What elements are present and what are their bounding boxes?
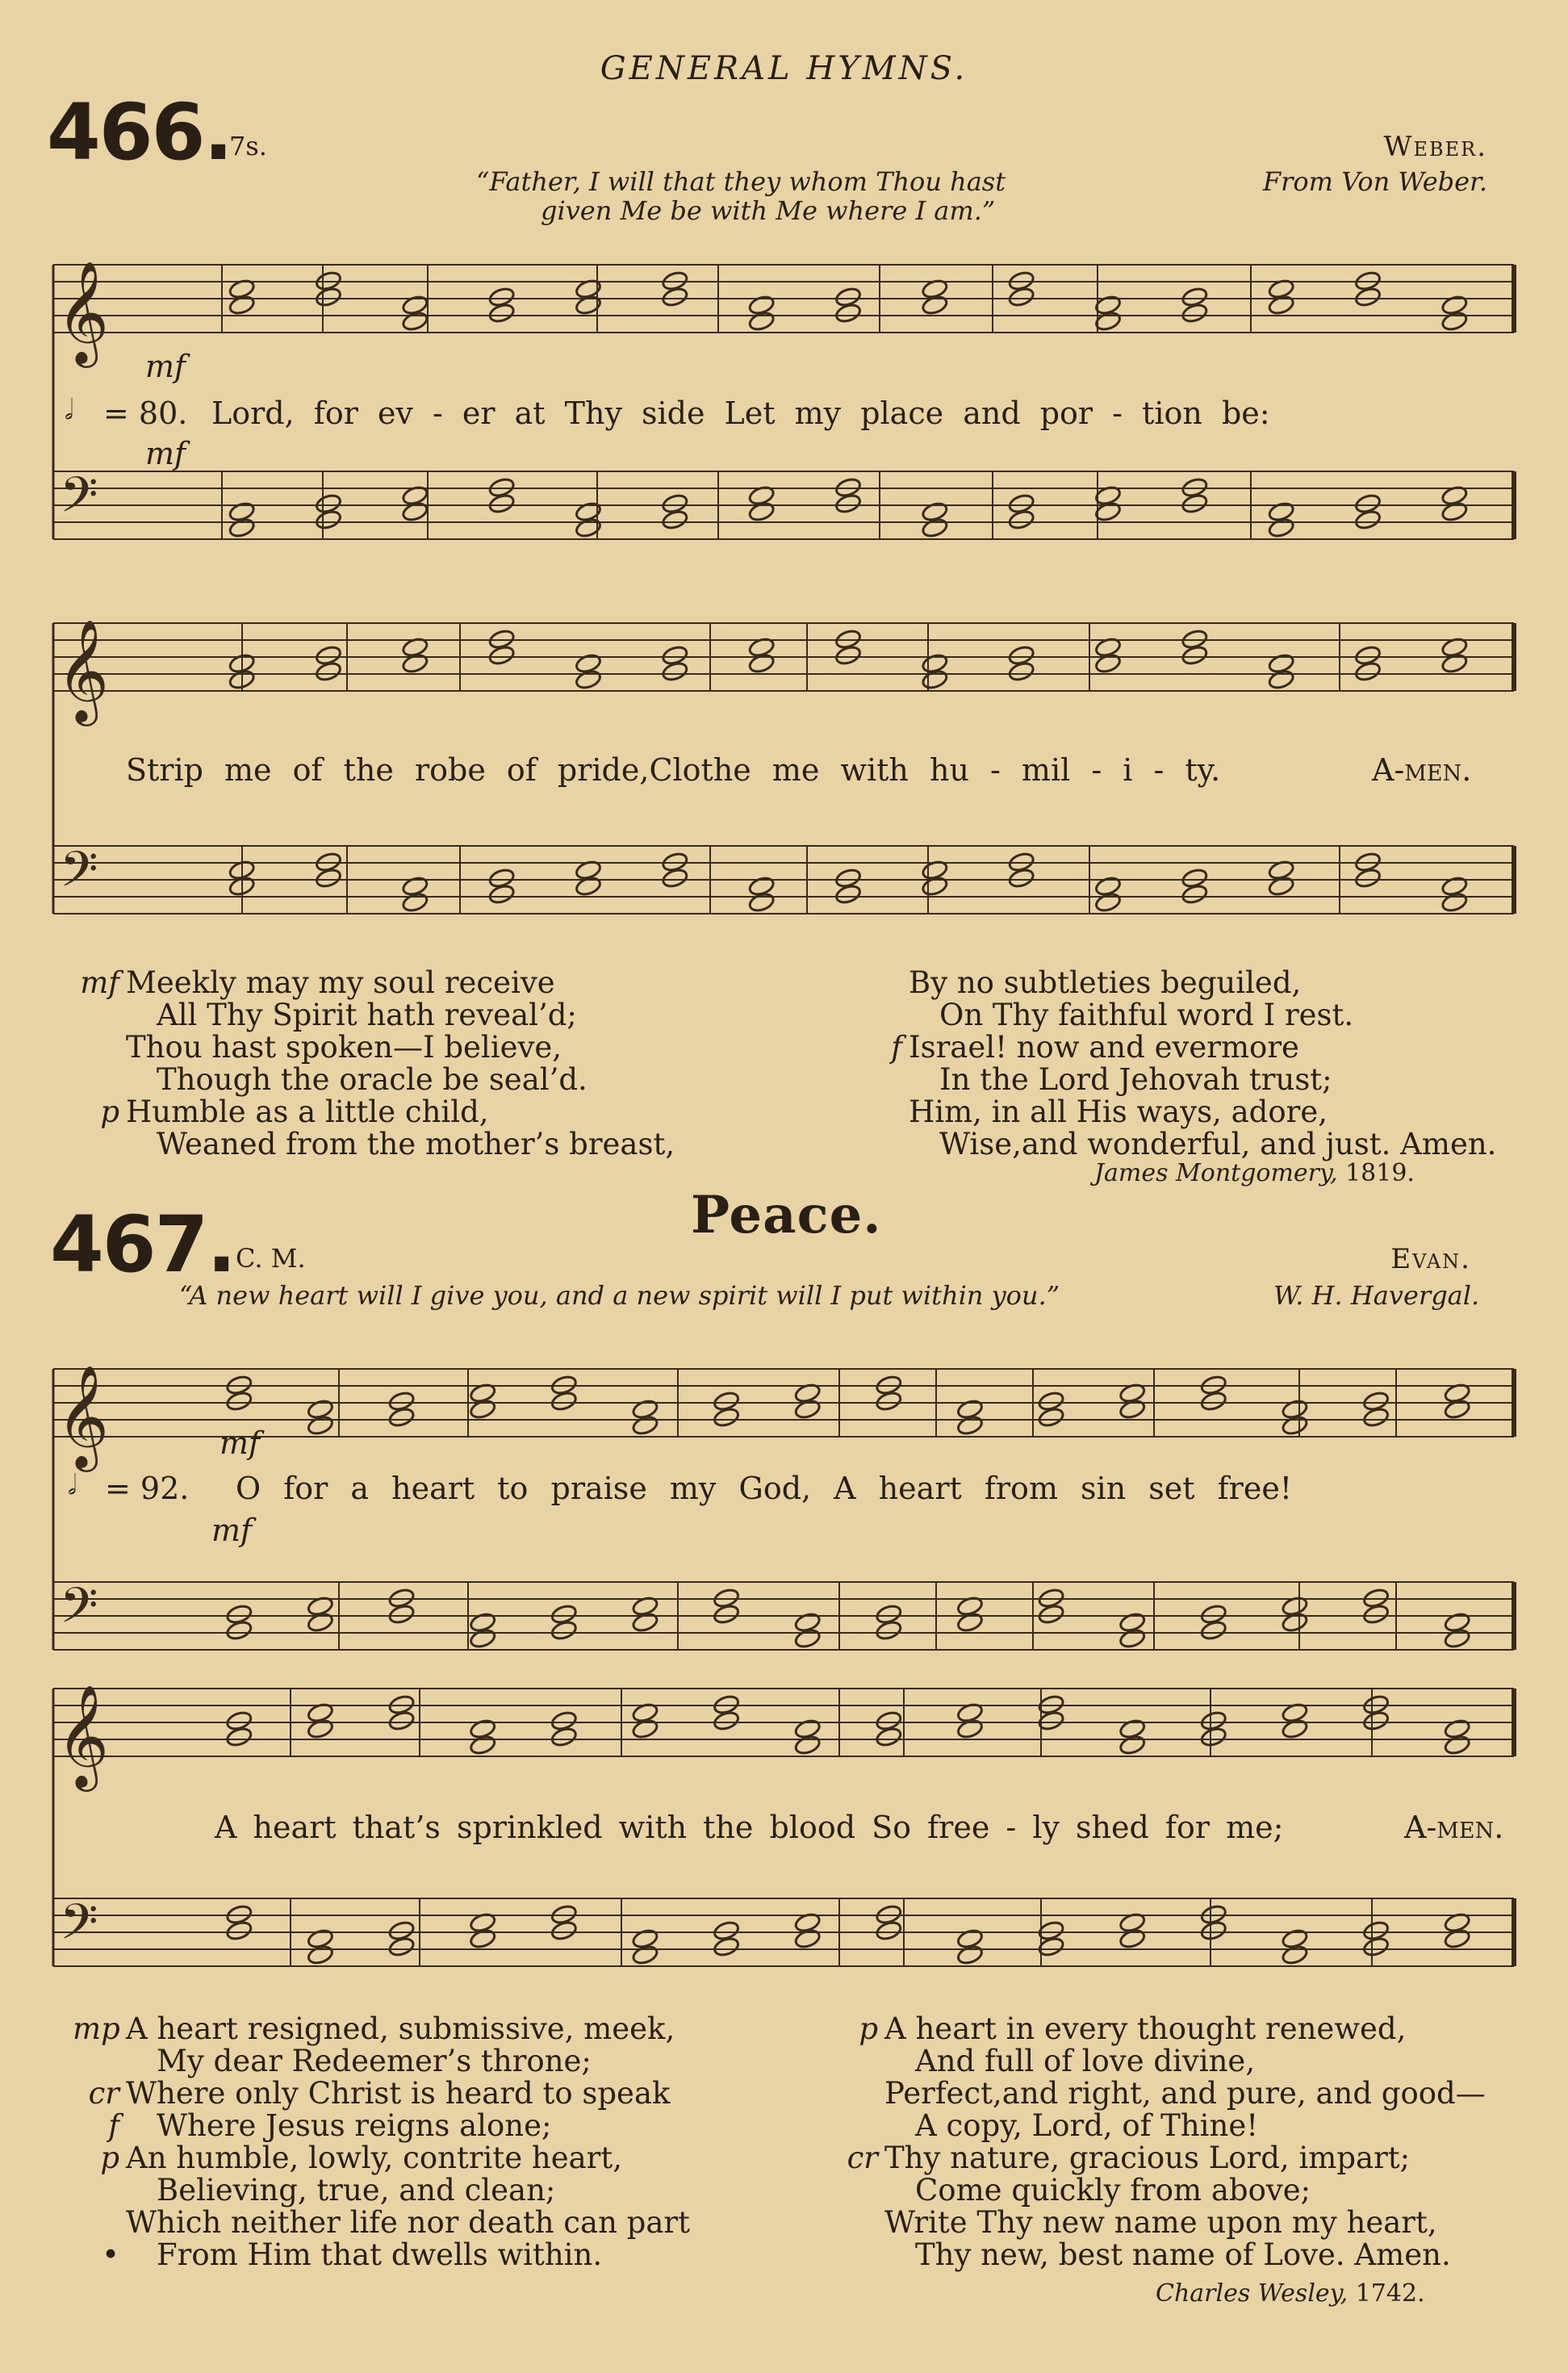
treble-clef-icon: 𝄞 [56, 1684, 110, 1787]
note-head [1362, 1603, 1390, 1625]
note-head [1362, 1936, 1390, 1957]
hymn-467-verses-right [831, 2013, 1541, 2271]
note-head [875, 1919, 902, 1941]
verse-line [73, 2078, 799, 2110]
verse-text: On Thy faithful word I rest. [939, 998, 1354, 1032]
hymn-467-composer: W. H. Havergal. [1273, 1280, 1480, 1311]
note-head [550, 1919, 578, 1941]
verse-line [73, 2045, 799, 2078]
hymn-466-lyric-line2: Strip me of the robe of pride,Clothe me with hu - mil - i - ty. [126, 752, 1221, 788]
hymn-number-467: 467. [50, 1199, 235, 1290]
verse-line [73, 1064, 799, 1096]
verse-line [831, 2142, 1541, 2174]
verse-line [73, 967, 799, 999]
note-head [1181, 492, 1208, 514]
note-head [1444, 1627, 1471, 1649]
note-head [1181, 644, 1208, 666]
verse-text: Write Thy new name upon my heart, [884, 2205, 1437, 2240]
note-head [307, 1718, 334, 1739]
note-head [631, 1944, 659, 1965]
hymn-467-author: Charles Wesley, [1156, 2279, 1348, 2308]
note-head [1200, 1390, 1227, 1412]
hymn-466-epigraph-line2: given Me be with Me where I am.” [541, 195, 996, 226]
hymn-466-attribution [1094, 1159, 1415, 1187]
note-head [1094, 891, 1122, 913]
note-head [1354, 286, 1382, 308]
verse-text: By no subtleties beguiled, [909, 965, 1302, 1000]
note-head [228, 294, 255, 316]
verse-text: Thy new, best name of Love. Amen. [915, 2237, 1451, 2272]
note-head [1267, 668, 1294, 690]
dynamic-mark: cr [88, 2076, 119, 2111]
note-head [1444, 1734, 1471, 1756]
note-head [550, 1619, 578, 1641]
bass-clef-icon: 𝄢 [60, 1577, 98, 1647]
verse-line [73, 1032, 799, 1064]
half-note-icon: 𝅗𝅥 [65, 394, 73, 426]
verse-line [73, 999, 799, 1032]
note-head [921, 517, 948, 538]
note-head [1281, 1718, 1308, 1739]
hymn-466-tune: Weber. [1383, 131, 1487, 163]
verse-line [855, 1032, 1549, 1064]
treble-clef-icon: 𝄞 [56, 260, 110, 363]
note-head [956, 1944, 984, 1965]
verse-line [855, 1064, 1549, 1096]
note-head [1444, 1927, 1471, 1949]
note-head [487, 644, 515, 666]
verse-line [831, 2239, 1541, 2271]
verse-line [831, 2045, 1541, 2078]
hymn-467-title: Peace. [691, 1185, 882, 1245]
hymn-466-meter: 7s. [229, 131, 267, 161]
dynamic-mark: mp [73, 2011, 120, 2046]
note-head [1444, 1398, 1471, 1420]
note-head [921, 294, 948, 316]
note-head [387, 1406, 415, 1428]
hymn-466-verses-left [73, 967, 799, 1161]
verse-line [855, 1128, 1549, 1161]
verse-line [73, 1128, 799, 1161]
hymn-467-dynamic-treble: mf [220, 1425, 261, 1461]
note-head [575, 668, 602, 690]
note-head [875, 1619, 902, 1641]
verse-text: In the Lord Jehovah trust; [939, 1062, 1332, 1097]
verse-line [73, 2239, 799, 2271]
note-head [921, 668, 948, 690]
verse-text: Thou hast spoken—I believe, [126, 1030, 562, 1065]
dynamic-mark: • [102, 2237, 119, 2272]
dynamic-mark: p [100, 2141, 119, 2175]
verse-line [73, 2142, 799, 2174]
note-head [747, 652, 775, 674]
note-head [1354, 508, 1382, 530]
note-head [1267, 294, 1294, 316]
note-head [1181, 883, 1208, 905]
note-head [956, 1414, 984, 1436]
verse-text: Meekly may my soul receive [126, 965, 555, 1000]
note-head [225, 1390, 253, 1412]
note-head [487, 883, 515, 905]
note-head [1200, 1919, 1227, 1941]
verse-text: And full of love divine, [915, 2044, 1256, 2078]
hymn-467-dynamic-bass: mf [211, 1513, 253, 1548]
note-head [1267, 517, 1294, 538]
verse-text: Though the oracle be seal’d. [157, 1062, 587, 1097]
note-head [550, 1726, 578, 1747]
note-head [487, 302, 515, 324]
note-head [469, 1927, 496, 1949]
note-head [1362, 1406, 1390, 1428]
verse-line [73, 2110, 799, 2142]
note-head [387, 1603, 415, 1625]
verse-text: A heart resigned, submissive, meek, [126, 2011, 675, 2046]
note-head [315, 660, 342, 682]
hymn-467-attribution [1156, 2279, 1425, 2308]
note-head [225, 1919, 253, 1941]
note-head [661, 508, 688, 530]
verse-text: Where Jesus reigns alone; [157, 2108, 552, 2143]
note-head [307, 1944, 334, 1965]
note-head [487, 492, 515, 514]
verse-line [855, 1096, 1549, 1128]
verse-text: Israel! now and evermore [909, 1030, 1299, 1065]
verse-text: A heart in every thought renewed, [884, 2011, 1407, 2046]
note-head [834, 302, 862, 324]
hymn-467-year: 1742. [1355, 2279, 1425, 2308]
verse-line [73, 2013, 799, 2045]
hymn-466-verses-right [855, 967, 1549, 1161]
note-head [401, 891, 429, 913]
hymn-467-verses-left [73, 2013, 799, 2271]
verse-text: Weaned from the mother’s breast, [157, 1127, 675, 1161]
bass-clef-icon: 𝄢 [60, 467, 98, 536]
note-head [1200, 1726, 1227, 1747]
note-head [747, 310, 775, 332]
note-head [228, 517, 255, 538]
note-head [631, 1414, 659, 1436]
note-head [575, 517, 602, 538]
note-head [225, 1619, 253, 1641]
note-head [1181, 302, 1208, 324]
verse-line [831, 2174, 1541, 2207]
hymn-466-tune-source: From Von Weber. [1262, 166, 1487, 197]
bass-clef-icon: 𝄢 [60, 1894, 98, 1963]
note-head [1281, 1414, 1308, 1436]
hymn-466-dynamic-treble: mf [145, 349, 186, 384]
note-head [315, 508, 342, 530]
dynamic-mark: f [891, 1030, 902, 1065]
note-head [575, 294, 602, 316]
note-head [1119, 1927, 1146, 1949]
note-head [1037, 1406, 1064, 1428]
note-head [1037, 1603, 1064, 1625]
note-head [1119, 1398, 1146, 1420]
dynamic-mark: p [859, 2011, 878, 2046]
hymn-466-lyric-line1: Lord, for ev - er at Thy side Let my place and por - tion be: [211, 396, 1270, 431]
hymn-466-epigraph-line1: “Father, I will that they whom Thou hast [476, 166, 1006, 197]
verse-line [73, 2207, 799, 2239]
note-head [315, 867, 342, 889]
note-head [631, 1718, 659, 1739]
note-head [1281, 1944, 1308, 1965]
dynamic-mark: mf [80, 965, 119, 1000]
hymn-467-lyric-line2: A heart that’s sprinkled with the blood So free - ly shed for me; [215, 1810, 1284, 1845]
hymn-467-lyric-line1: O for a heart to praise my God, A heart from sin set free! [236, 1471, 1293, 1506]
note-head [1007, 508, 1035, 530]
note-head [1007, 867, 1035, 889]
treble-clef-icon: 𝄞 [56, 1364, 110, 1467]
note-head [1007, 660, 1035, 682]
note-head [661, 660, 688, 682]
verse-line [855, 999, 1549, 1032]
hymn-number-466: 466. [47, 87, 232, 178]
note-head [1440, 500, 1468, 522]
verse-text: Which neither life nor death can part [126, 2205, 690, 2240]
note-head [387, 1710, 415, 1731]
verse-text: Thy nature, gracious Lord, impart; [884, 2141, 1411, 2175]
hymn-466-author: James Montgomery, [1094, 1159, 1338, 1187]
note-head [875, 1726, 902, 1747]
verse-line [73, 2174, 799, 2207]
verse-text: An humble, lowly, contrite heart, [126, 2141, 622, 2175]
half-note-icon: 𝅗𝅥 [68, 1469, 77, 1501]
hymn-466-year: 1819. [1345, 1159, 1415, 1187]
note-head [225, 1726, 253, 1747]
note-head [661, 867, 688, 889]
note-head [1440, 652, 1468, 674]
hymn-467-epigraph: “A new heart will I give you, and a new spirit will I put within you.” [179, 1280, 1060, 1311]
verse-text: Where only Christ is heard to speak [126, 2076, 671, 2111]
verse-text: From Him that dwells within. [157, 2237, 603, 2272]
note-head [1281, 1611, 1308, 1633]
note-head [834, 883, 862, 905]
verse-text: Come quickly from above; [915, 2173, 1311, 2208]
verse-text: Humble as a little child, [126, 1094, 489, 1129]
note-head [713, 1936, 740, 1957]
note-head [469, 1734, 496, 1756]
note-head [956, 1718, 984, 1739]
hymn-466-tempo: = 80. [103, 396, 188, 431]
note-head [387, 1936, 415, 1957]
note-head [401, 652, 429, 674]
note-head [747, 500, 775, 522]
note-head [921, 875, 948, 897]
dynamic-mark: f [108, 2108, 119, 2143]
note-head [401, 310, 429, 332]
verse-line [831, 2078, 1541, 2110]
note-head [550, 1390, 578, 1412]
hymn-466-amen: A-men. [1372, 752, 1472, 788]
note-head [1440, 891, 1468, 913]
note-head [575, 875, 602, 897]
note-head [401, 500, 429, 522]
bass-clef-icon: 𝄢 [60, 841, 98, 910]
verse-line [831, 2207, 1541, 2239]
note-head [1354, 660, 1382, 682]
note-head [631, 1611, 659, 1633]
verse-text: A copy, Lord, of Thine! [915, 2108, 1259, 2143]
verse-text: Wise,and wonderful, and just. Amen. [939, 1127, 1497, 1161]
note-head [956, 1611, 984, 1633]
note-head [1094, 652, 1122, 674]
verse-line [831, 2110, 1541, 2142]
hymn-467-tempo: = 92. [105, 1471, 190, 1506]
note-head [794, 1627, 822, 1649]
hymn-467-meter: C. M. [236, 1243, 306, 1274]
verse-text: Him, in all His ways, adore, [909, 1094, 1328, 1129]
note-head [1267, 875, 1294, 897]
note-head [794, 1734, 822, 1756]
verse-text: Perfect,and right, and pure, and good— [884, 2076, 1486, 2111]
dynamic-mark: p [100, 1094, 119, 1129]
verse-line [831, 2013, 1541, 2045]
note-head [713, 1710, 740, 1731]
note-head [307, 1414, 334, 1436]
hymn-467-amen: A-men. [1404, 1810, 1504, 1845]
verse-text: Believing, true, and clean; [157, 2173, 556, 2208]
note-head [713, 1406, 740, 1428]
note-head [661, 286, 688, 308]
verse-text: My dear Redeemer’s throne; [157, 2044, 592, 2078]
verse-text: All Thy Spirit hath reveal’d; [157, 998, 577, 1032]
hymn-466-dynamic-bass: mf [145, 436, 186, 471]
note-head [794, 1398, 822, 1420]
hymn-467-tune: Evan. [1390, 1243, 1471, 1275]
note-head [1362, 1710, 1390, 1731]
note-head [469, 1398, 496, 1420]
note-head [1119, 1627, 1146, 1649]
note-head [1119, 1734, 1146, 1756]
note-head [1354, 867, 1382, 889]
note-head [747, 891, 775, 913]
note-head [307, 1611, 334, 1633]
note-head [834, 492, 862, 514]
note-head [875, 1390, 902, 1412]
note-head [794, 1927, 822, 1949]
note-head [834, 644, 862, 666]
verse-line [73, 1096, 799, 1128]
note-head [713, 1603, 740, 1625]
note-head [315, 286, 342, 308]
note-head [1007, 286, 1035, 308]
note-head [469, 1627, 496, 1649]
note-head [1440, 310, 1468, 332]
treble-clef-icon: 𝄞 [56, 618, 110, 722]
running-head: GENERAL HYMNS. [600, 50, 968, 87]
note-head [1200, 1619, 1227, 1641]
dynamic-mark: cr [847, 2141, 878, 2175]
verse-line [855, 967, 1549, 999]
